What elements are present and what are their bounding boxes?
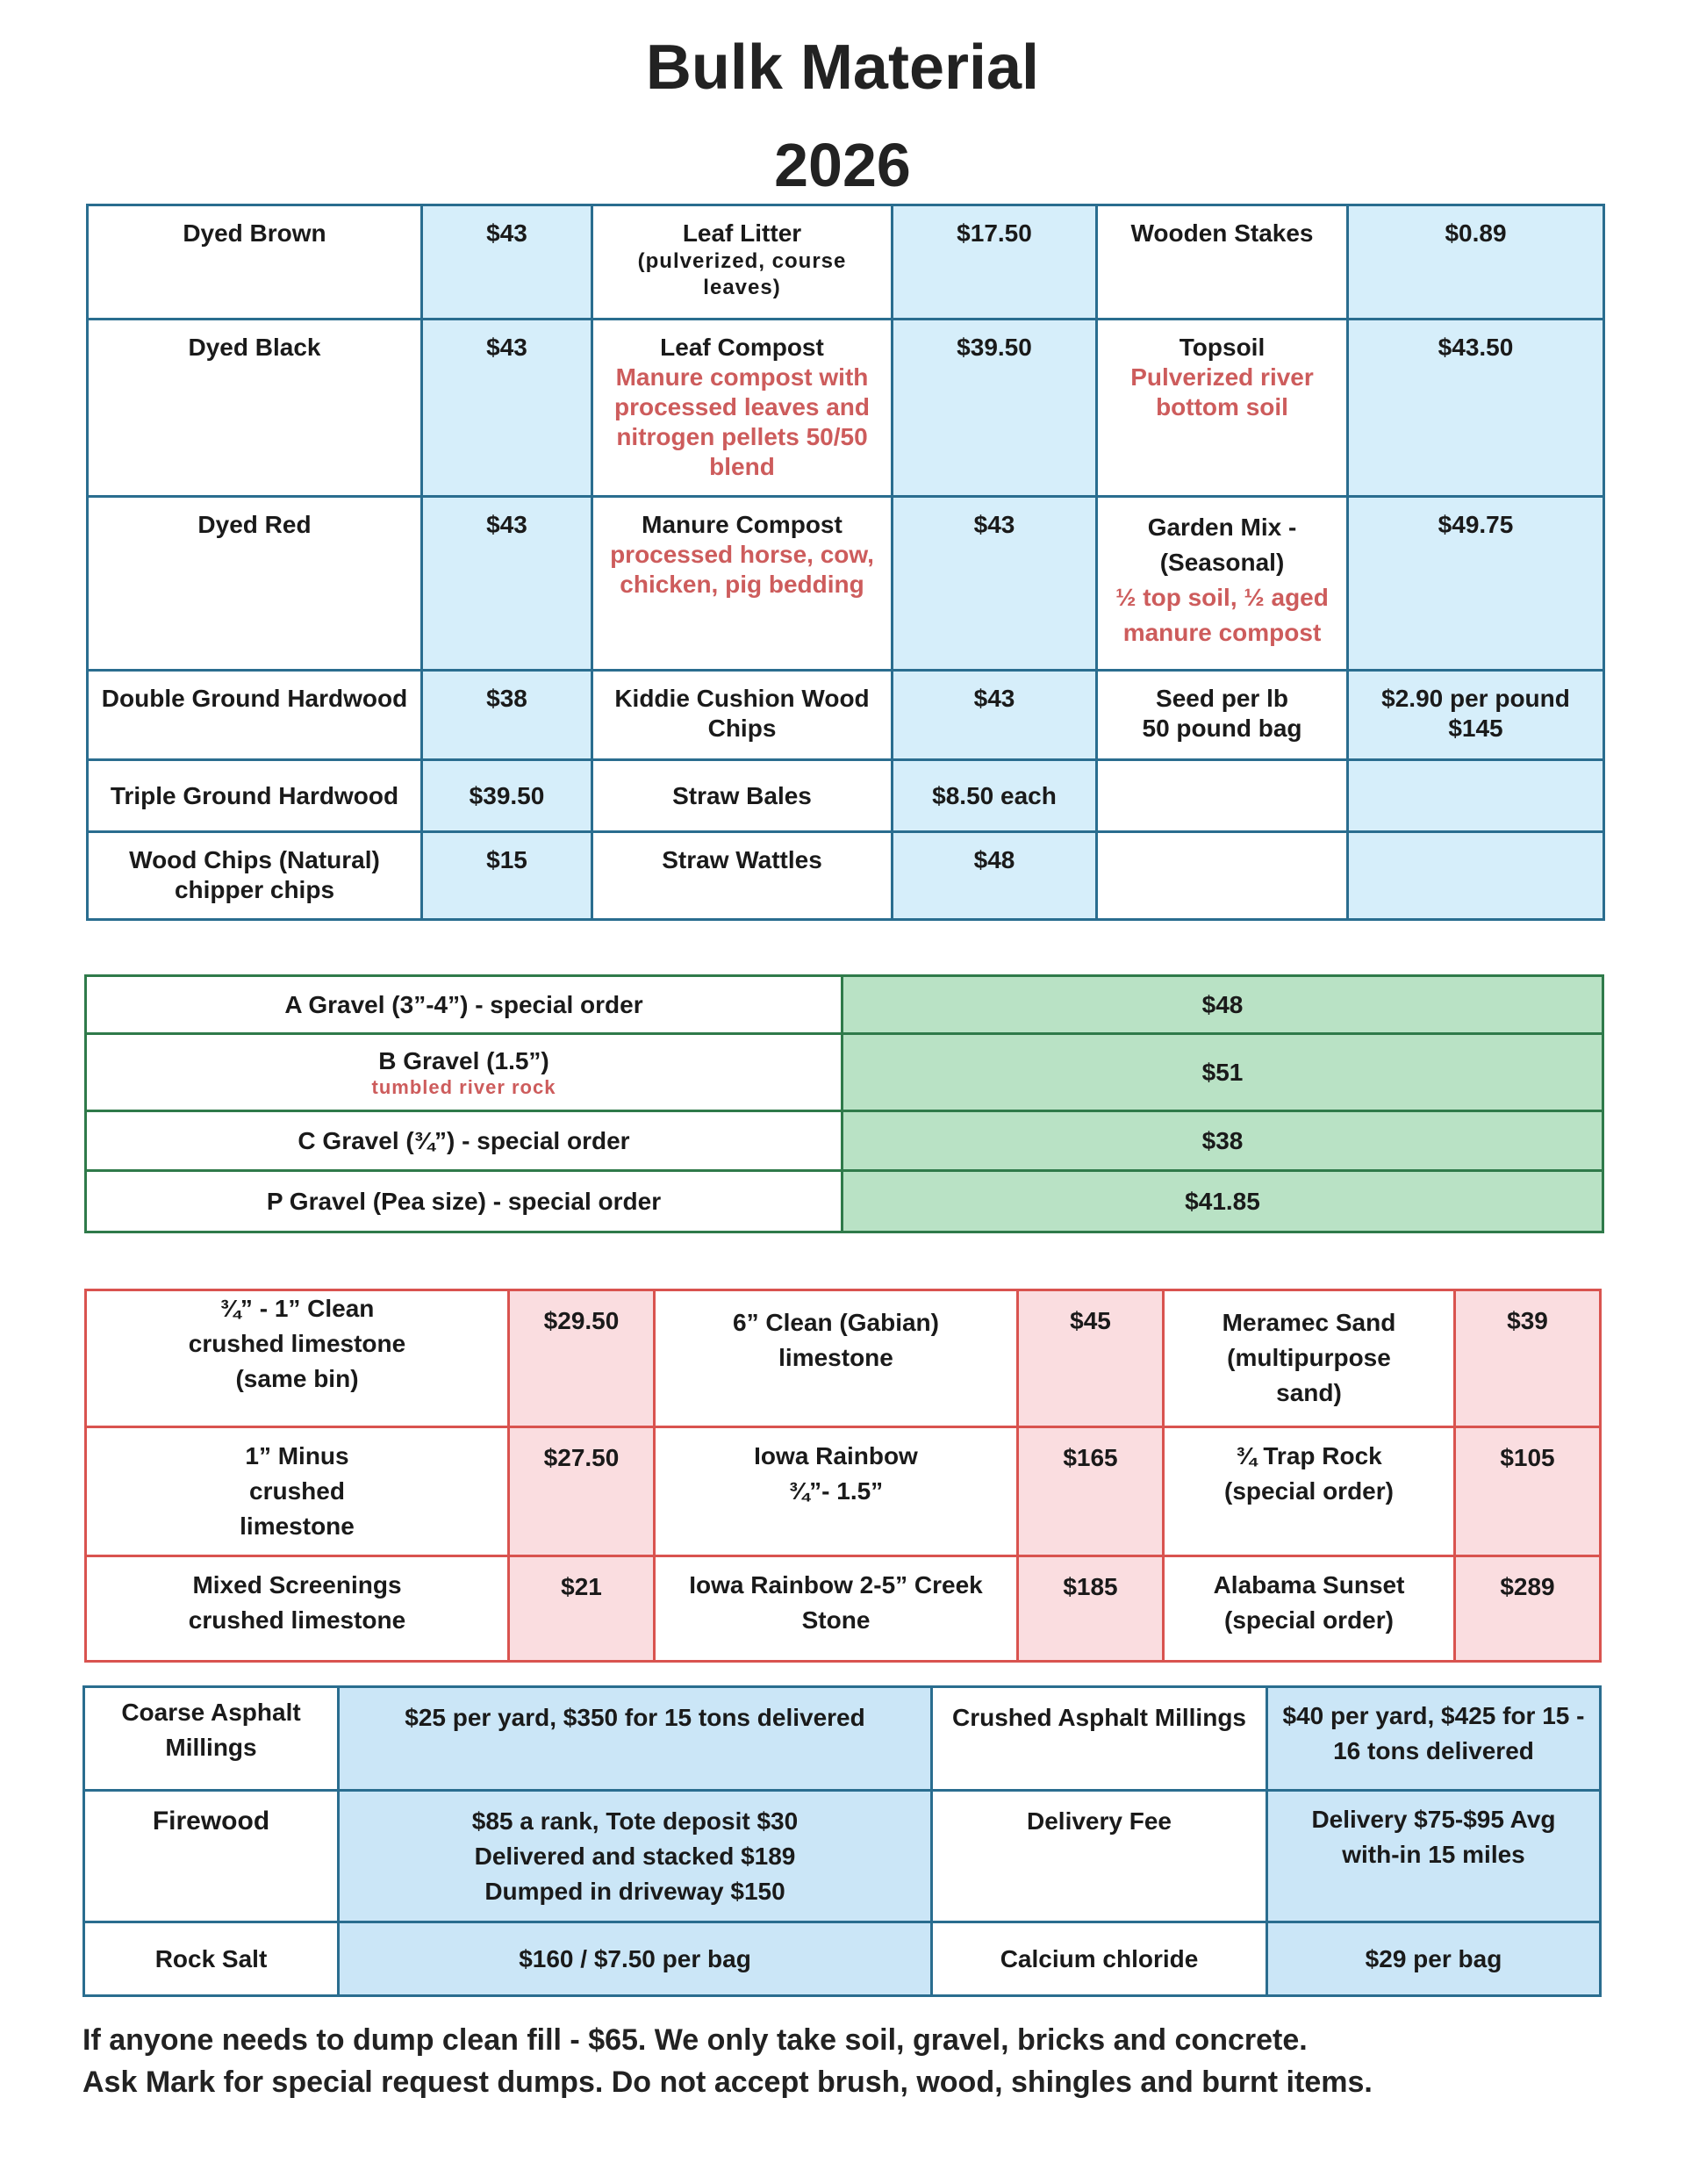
table-row <box>84 1922 1601 1996</box>
material-price: $25 per yard, $350 for 15 tons delivered <box>339 1687 932 1791</box>
material-name: B Gravel (1.5”) tumbled river rock <box>86 1034 842 1111</box>
page-year: 2026 <box>774 131 911 199</box>
material-price: $45 <box>1018 1290 1164 1427</box>
material-note: (pulverized, course leaves) <box>637 249 847 299</box>
table-row <box>86 1171 1603 1232</box>
material-price: $40 per yard, $425 for 15 - 16 tons delivered <box>1267 1687 1601 1791</box>
material-price: $160 / $7.50 per bag <box>339 1922 932 1996</box>
material-price: $289 <box>1455 1556 1601 1662</box>
material-name: ¾” - 1” Clean crushed limestone (same bin) <box>86 1290 509 1427</box>
table-row <box>86 1111 1603 1171</box>
footer-line: Ask Mark for special request dumps. Do not accept brush, wood, shingles and burnt items. <box>82 2065 1373 2099</box>
material-price: $41.85 <box>842 1171 1603 1232</box>
material-name: C Gravel (¾”) - special order <box>86 1111 842 1171</box>
footer-line: If anyone needs to dump clean fill - $65. We only take soil, gravel, bricks and concrete. <box>82 2023 1308 2057</box>
material-name: Garden Mix - (Seasonal) ½ top soil, ½ aged manure compost <box>1097 497 1348 671</box>
material-name: Double Ground Hardwood <box>88 671 422 760</box>
empty-cell <box>1097 832 1348 920</box>
material-price: $17.50 <box>893 205 1097 320</box>
material-name: 6” Clean (Gabian) limestone <box>655 1290 1018 1427</box>
material-name: Kiddie Cushion Wood Chips <box>592 671 893 760</box>
table-row <box>88 320 1604 497</box>
table-row <box>84 1687 1601 1791</box>
material-name: Straw Wattles <box>592 832 893 920</box>
table-row <box>86 1556 1601 1662</box>
mulch-price-table <box>86 204 1605 921</box>
material-price: $85 a rank, Tote deposit $30 Delivered and stacked $189 Dumped in driveway $150 <box>339 1791 932 1922</box>
material-note: Manure compost with processed leaves and nitrogen pellets 50/50 blend <box>613 363 871 480</box>
material-name: Dyed Red <box>88 497 422 671</box>
material-price: $43 <box>893 671 1097 760</box>
material-name: Mixed Screenings crushed limestone <box>86 1556 509 1662</box>
material-price: $43.50 <box>1348 320 1604 497</box>
material-name: Meramec Sand (multipurpose sand) <box>1164 1290 1455 1427</box>
material-price: $21 <box>509 1556 655 1662</box>
material-name: Topsoil Pulverized river bottom soil <box>1097 320 1348 497</box>
table-row <box>86 1427 1601 1556</box>
material-price: $29 per bag <box>1267 1922 1601 1996</box>
material-name: Leaf Litter (pulverized, course leaves) <box>592 205 893 320</box>
material-price: $48 <box>842 976 1603 1034</box>
table-row <box>86 976 1603 1034</box>
material-price: $48 <box>893 832 1097 920</box>
material-price: $0.89 <box>1348 205 1604 320</box>
misc-price-table <box>82 1685 1602 1997</box>
material-price: $49.75 <box>1348 497 1604 671</box>
material-price: $38 <box>842 1111 1603 1171</box>
material-name: 1” Minus crushed limestone <box>86 1427 509 1556</box>
material-name: Manure Compost processed horse, cow, chicken, pig bedding <box>592 497 893 671</box>
material-price: $27.50 <box>509 1427 655 1556</box>
material-name: P Gravel (Pea size) - special order <box>86 1171 842 1232</box>
material-name: Rock Salt <box>84 1922 339 1996</box>
material-name: Firewood <box>84 1791 339 1922</box>
empty-cell <box>1348 760 1604 832</box>
material-note: tumbled river rock <box>371 1075 556 1098</box>
material-price: $105 <box>1455 1427 1601 1556</box>
material-price: $185 <box>1018 1556 1164 1662</box>
material-price: $39.50 <box>422 760 592 832</box>
gravel-price-table <box>84 974 1604 1233</box>
material-name: Coarse Asphalt Millings <box>84 1687 339 1791</box>
rock-price-table <box>84 1289 1602 1663</box>
material-name: Dyed Brown <box>88 205 422 320</box>
empty-cell <box>1348 832 1604 920</box>
material-name: Alabama Sunset (special order) <box>1164 1556 1455 1662</box>
material-price: $43 <box>893 497 1097 671</box>
material-price: $39 <box>1455 1290 1601 1427</box>
table-row <box>88 760 1604 832</box>
material-name: Wooden Stakes <box>1097 205 1348 320</box>
material-price: $8.50 each <box>893 760 1097 832</box>
material-name: Triple Ground Hardwood <box>88 760 422 832</box>
material-name: Wood Chips (Natural) chipper chips <box>88 832 422 920</box>
material-note: ½ top soil, ½ aged manure compost <box>1115 584 1329 646</box>
material-price: $2.90 per pound $145 <box>1348 671 1604 760</box>
material-price: $29.50 <box>509 1290 655 1427</box>
material-price: $51 <box>842 1034 1603 1111</box>
material-name: Seed per lb 50 pound bag <box>1097 671 1348 760</box>
table-row <box>88 832 1604 920</box>
material-name: ¾ Trap Rock (special order) <box>1164 1427 1455 1556</box>
material-name: Calcium chloride <box>932 1922 1267 1996</box>
material-price: $39.50 <box>893 320 1097 497</box>
table-row <box>88 497 1604 671</box>
material-price: $165 <box>1018 1427 1164 1556</box>
footer-note <box>82 2019 1592 2103</box>
material-name: Dyed Black <box>88 320 422 497</box>
material-name: Iowa Rainbow 2-5” Creek Stone <box>655 1556 1018 1662</box>
table-row <box>84 1791 1601 1922</box>
material-price: $43 <box>422 497 592 671</box>
material-price: $43 <box>422 205 592 320</box>
material-note: Pulverized river bottom soil <box>1130 363 1314 420</box>
material-price: $38 <box>422 671 592 760</box>
material-price: $15 <box>422 832 592 920</box>
table-row <box>86 1034 1603 1111</box>
material-name: Iowa Rainbow ¾”- 1.5” <box>655 1427 1018 1556</box>
table-row <box>88 205 1604 320</box>
material-name: Delivery Fee <box>932 1791 1267 1922</box>
material-price: $43 <box>422 320 592 497</box>
material-price: Delivery $75-$95 Avg with-in 15 miles <box>1267 1791 1601 1922</box>
material-name: Crushed Asphalt Millings <box>932 1687 1267 1791</box>
page-title: Bulk Material <box>645 32 1040 103</box>
material-name: Straw Bales <box>592 760 893 832</box>
empty-cell <box>1097 760 1348 832</box>
table-row <box>88 671 1604 760</box>
material-note: processed horse, cow, chicken, pig bedding <box>610 541 874 598</box>
table-row <box>86 1290 1601 1427</box>
material-name: Leaf Compost Manure compost with processed leaves and nitrogen pellets 50/50 blend <box>592 320 893 497</box>
material-name: A Gravel (3”-4”) - special order <box>86 976 842 1034</box>
